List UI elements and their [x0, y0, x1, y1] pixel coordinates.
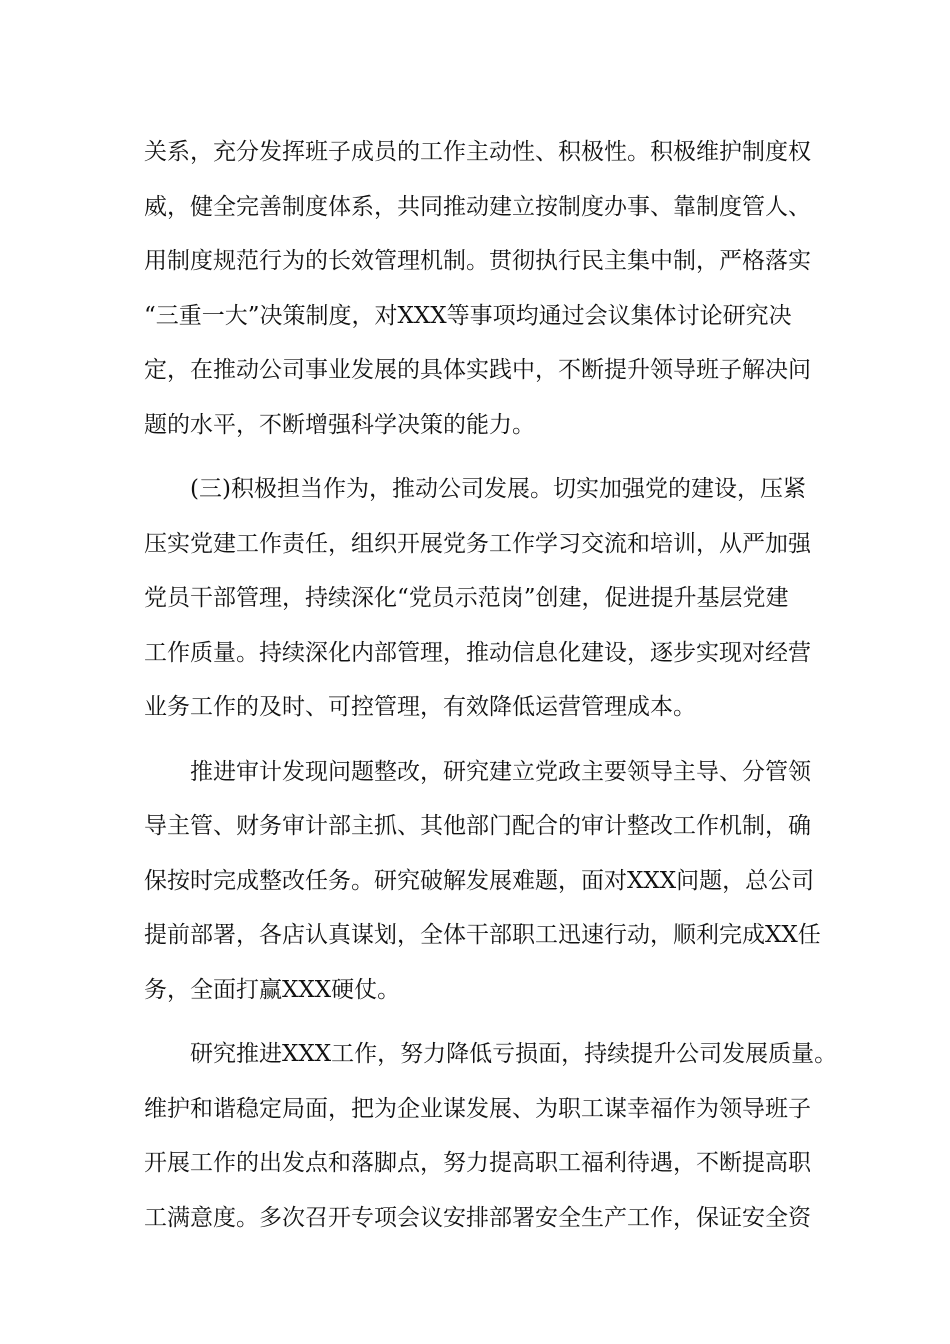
- text-line: 关系，充分发挥班子成员的工作主动性、积极性。积极维护制度权: [144, 139, 811, 165]
- text-line: 工作质量。持续深化内部管理，推动信息化建设，逐步实现对经营: [144, 639, 811, 666]
- text-line: “三重一大”决策制度，对XXX等事项均通过会议集体讨论研究决: [144, 302, 792, 329]
- text-line: 维护和谐稳定局面，把为企业谋发展、为职工谋幸福作为领导班子: [144, 1095, 811, 1122]
- paragraph-2: [144, 462, 811, 735]
- text-line: 用制度规范行为的长效管理机制。贯彻执行民主集中制，严格落实: [144, 248, 811, 274]
- text-line: 提前部署，各店认真谋划，全体干部职工迅速行动，顺利完成XX任: [144, 922, 821, 948]
- text-line: 务，全面打赢XXX硬仗。: [144, 976, 401, 1003]
- text-line: 压实党建工作责任，组织开展党务工作学习交流和培训，从严加强: [144, 530, 811, 557]
- text-line: 定，在推动公司事业发展的具体实践中，不断提升领导班子解决问: [144, 357, 811, 383]
- body-text: [144, 125, 838, 1245]
- text-line: 推进审计发现问题整改，研究建立党政主要领导主导、分管领: [144, 758, 811, 785]
- text-line: (三)积极担当作为，推动公司发展。切实加强党的建设，压紧: [144, 476, 806, 502]
- text-line: 保按时完成整改任务。研究破解发展难题，面对XXX问题，总公司: [144, 867, 815, 894]
- text-line: 研究推进XXX工作，努力降低亏损面，持续提升公司发展质量。: [144, 1041, 838, 1067]
- text-line: 工满意度。多次召开专项会议安排部署安全生产工作，保证安全资: [144, 1204, 811, 1231]
- text-line: 威，健全完善制度体系，共同推动建立按制度办事、靠制度管人、: [144, 193, 811, 220]
- text-line: 开展工作的出发点和落脚点，努力提高职工福利待遇，不断提高职: [144, 1150, 811, 1176]
- text-line: 题的水平，不断增强科学决策的能力。: [144, 411, 535, 438]
- text-line: 导主管、财务审计部主抓、其他部门配合的审计整改工作机制，确: [144, 813, 811, 839]
- paragraph-1: [144, 125, 811, 452]
- paragraph-3: [144, 745, 821, 1018]
- text-line: 党员干部管理，持续深化“党员示范岗”创建，促进提升基层党建: [144, 585, 789, 611]
- paragraph-4: [144, 1027, 838, 1245]
- text-line: 业务工作的及时、可控管理，有效降低运营管理成本。: [144, 694, 696, 720]
